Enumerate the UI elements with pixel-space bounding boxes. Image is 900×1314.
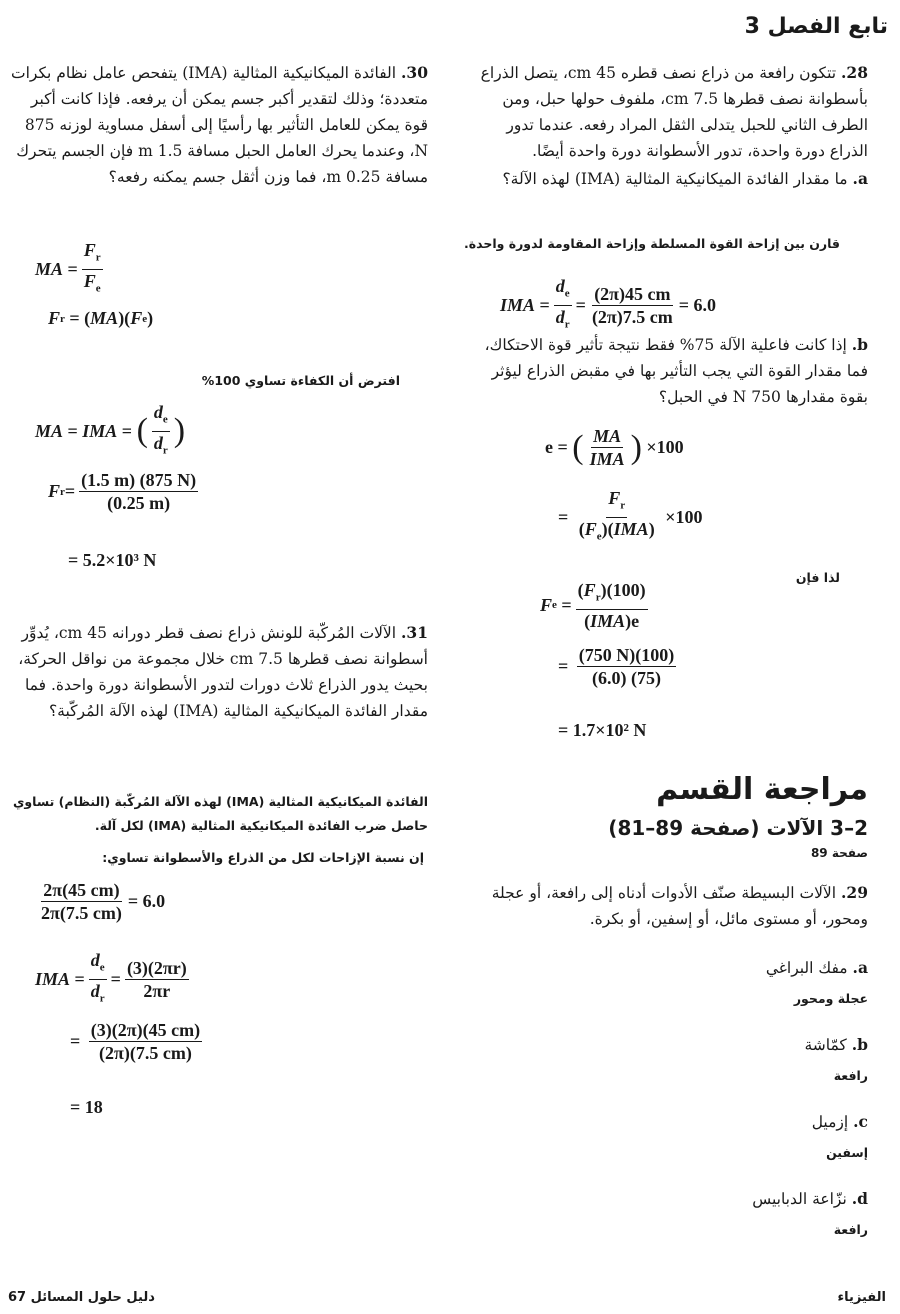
- q28b-result: = 1.7×10² N: [558, 720, 647, 740]
- q28a-label: a.: [852, 169, 868, 188]
- footer-guide: دليل حلول المسائل 67: [8, 1290, 155, 1305]
- q29-answer: رافعة: [833, 1068, 868, 1083]
- q30-result: = 5.2×10³ N: [68, 550, 157, 570]
- q28a-equation: IMA = $\frac{d_e}{d_r}$ = $\frac{(2\pi)45 cm}{(2\pi)7.5 cm}$ = 6.0: [500, 276, 717, 331]
- q30-number: 30.: [401, 63, 428, 82]
- q29-number: 29.: [841, 883, 868, 902]
- q31-substitution: = $\frac{(3)(2\pi)(45 cm)}{(2\pi)(7.5 cm)}$: [70, 1020, 201, 1063]
- q30-ma-eq: MA = $\frac{F_r}{F_e}$: [35, 240, 101, 295]
- q28b-substitution: = $\frac{(750 N)(100)}{(6.0) (75)}$: [558, 645, 675, 688]
- q28a-question: a. ما مقدار الفائدة الميكانيكية المثالية (IMA) لهذه الآلة؟: [502, 169, 868, 188]
- q28b-question: b. إذا كانت فاعلية الآلة 75% فقط نتيجة تأثير قوة الاحتكاك، فما مقدار القوة التي يجب التأثير بها في مقبض الذراع ليؤثر بقوة مقدارها 750 N في الحبل؟: [484, 335, 868, 406]
- q29-item: b. كمّاشة رافعة: [473, 1032, 868, 1109]
- q30-assume: افترض أن الكفاءة تساوي 100%: [201, 373, 400, 388]
- q29-answer: عجلة ومحور: [793, 991, 868, 1006]
- q28b-force-eq: F e = $\frac{(F_r)(100)}{\text{(IMA)e}}$: [540, 580, 646, 631]
- q28b-efficiency-eq: e = ( $\frac{MA}{\text{IMA}}$ ) ×100: [545, 426, 684, 469]
- q29-answer: إسفين: [826, 1145, 868, 1160]
- q28-text: 28. تتكون رافعة من ذراع نصف قطره 45 cm، يتصل الذراع بأسطوانة نصف قطرها 7.5 cm، ملفوف حولها حبل، ومن الطرف الثاني للحبل يتدلى الثقل المراد رفعه. عندما تدور الذراع دورة واحدة، تدور الأسطوانة دورة واحدة أيضًا.: [480, 63, 868, 160]
- chapter-header: تابع الفصل 3: [744, 14, 888, 39]
- q30-text: 30. الفائدة الميكانيكية المثالية (IMA) يتفحص عامل نظام بكرات متعددة؛ وذلك لتقدير أكبر جسم يمكن أن يرفعه. فإذا كانت أكبر قوة يمكن للعامل التأثير بها رأسيًا إلى أسفل مساوية لوزنه 875 N، وعندما يحرك العامل الحبل مسافة 1.5 m فإن الجسم يتحرك مسافة 0.25 m، فما وزن أثقل جسم يمكنه رفعه؟: [11, 63, 428, 186]
- footer-subject: الفيزياء: [837, 1290, 886, 1305]
- q31-number: 31.: [401, 623, 428, 642]
- q28-number: 28.: [841, 63, 868, 82]
- q31-ratio-eq: $\frac{2\pi(45 cm)}{2\pi(7.5 cm)}$ = 6.0: [41, 880, 166, 923]
- review-title: مراجعة القسم: [656, 772, 868, 807]
- q31-text: 31. الآلات المُركّبة للونش ذراع نصف قطر دورانه 45 cm، يُدوِّر أسطوانة نصف قطرها 7.5 cm خلال مجموعة من نواقل الحركة، بحيث يدور الذراع ثلاث دورات لتدور الأسطوانة دورة واحدة. فما مقدار الفائدة الميكانيكية المثالية (IMA) لهذه الآلة المُركّبة؟: [18, 623, 428, 720]
- review-subtitle: 2–3 الآلات (صفحة 89–81): [608, 816, 868, 840]
- review-page: صفحة 89: [810, 846, 868, 860]
- q29-item: a. مفك البراغي عجلة ومحور: [473, 955, 868, 1032]
- q29-item: d. نزّاعة الدبابيس رافعة: [473, 1186, 868, 1263]
- q29-answer: رافعة: [833, 1222, 868, 1237]
- q31-ima-eq: IMA = $\frac{d_e}{d_r}$ = $\frac{(3)(2\pi r)}{2\pi r}$: [35, 950, 187, 1005]
- q30-force-eq: F r = ( MA )( F e ): [48, 308, 154, 328]
- q31-answer-2: إن نسبة الإزاحات لكل من الذراع والأسطوانة تساوي:: [102, 850, 424, 865]
- q29-text: 29. الآلات البسيطة صنّف الأدوات أدناه إلى رافعة، أو عجلة ومحور، أو مستوى مائل، أو إسفين، أو بكرة.: [491, 883, 868, 928]
- q28a-hint: قارن بين إزاحة القوة المسلطة وإزاحة المقاومة لدورة واحدة.: [463, 236, 840, 251]
- q29-item: c. إزميل إسفين: [473, 1109, 868, 1186]
- q31-result: = 18: [70, 1097, 103, 1117]
- q31-answer-1: الفائدة الميكانيكية المثالية (IMA) لهذه الآلة المُركّبة (النظام) تساوي حاصل ضرب الفائدة الميكانيكية المثالية (IMA) لكل آلة.: [12, 794, 428, 833]
- q29-items: [473, 955, 868, 1263]
- q28b-label: b.: [851, 335, 868, 354]
- q30-ima-eq: MA = IMA = ( $\frac{d_e}{d_r}$ ): [35, 402, 186, 457]
- so-label: لذا فإن: [795, 570, 840, 585]
- q28b-efficiency-eq2: = $\frac{F_r}{(F_e)(IMA)}$ ×100: [558, 488, 703, 543]
- q30-substitution: F r = $\frac{(1.5 m) (875 N)}{(0.25 m)}$: [48, 470, 197, 513]
